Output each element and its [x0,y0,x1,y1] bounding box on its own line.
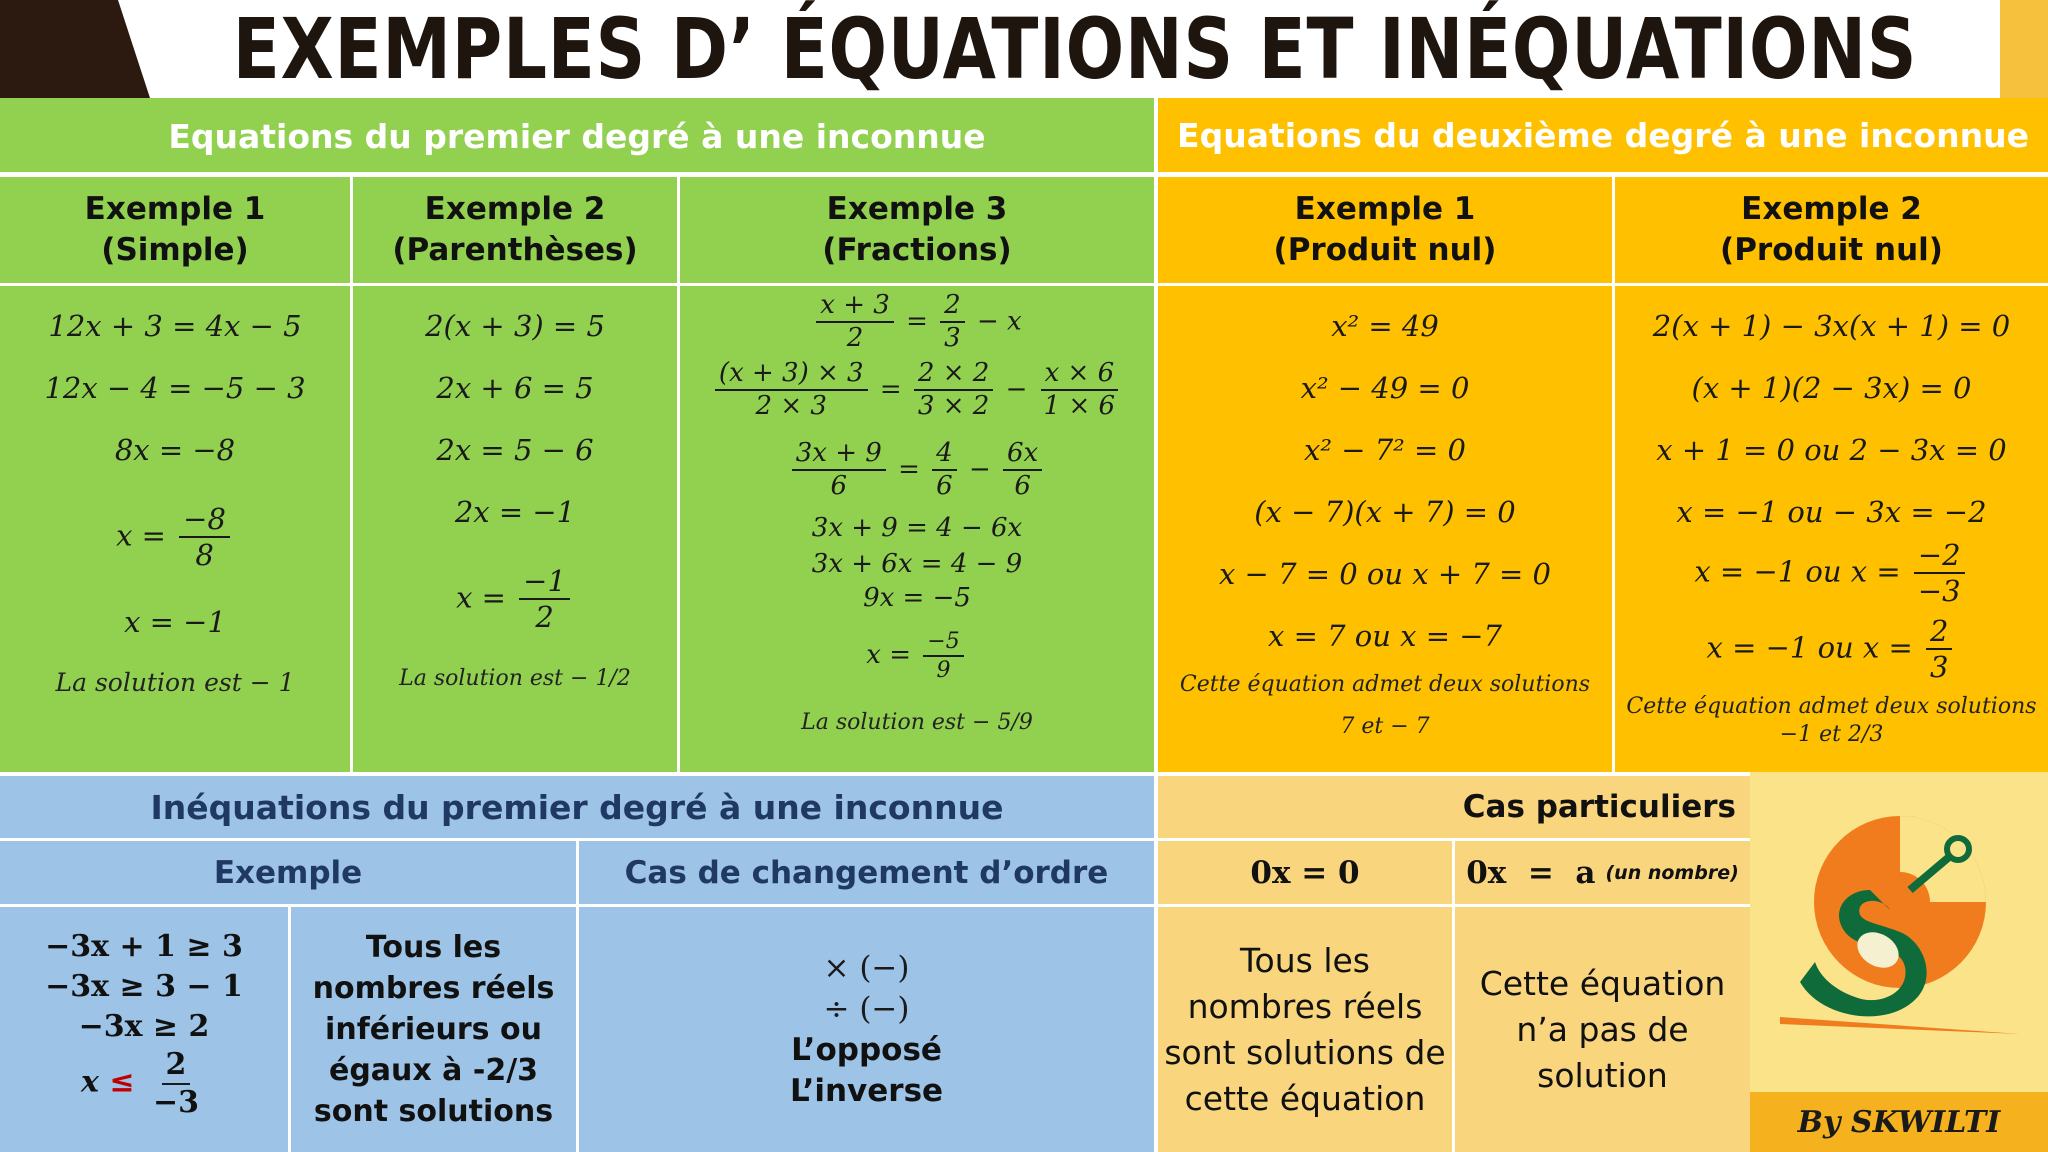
second-ex1-line-2: x² − 49 = 0 [1300,371,1470,405]
first-ex3-l1-n1: x + 3 [816,292,894,323]
first-ex2-note: La solution est − 1/2 [399,666,631,691]
special-c2-header-main: 0x = a [1466,854,1596,891]
second-ex1-note-1: Cette équation admet deux solutions [1179,672,1591,697]
ineq-solution-line-3: inférieurs ou [325,1012,542,1047]
ineq-header-text: Inéquations du premier degré à une inconnue [150,787,1004,827]
ineq-steps [0,907,288,1152]
first-ex3-l1-tail: − x [976,306,1022,337]
special-c2-header [1455,841,1750,904]
first-ex3-l3-n1: 3x + 9 [792,440,886,471]
title-left-decoration [0,0,150,98]
second-ex2-note-1: Cette équation admet deux solutions [1626,694,2037,719]
first-ex3-body [680,286,1154,772]
ineq-solution-line-1: Tous les [365,930,502,965]
second-ex2-frac1-prefix: x = −1 ou x = [1694,554,1901,589]
ineq-example-header-text: Exemple [213,854,363,891]
second-ex2-frac2-prefix: x = −1 ou x = [1706,630,1913,665]
first-ex3-line-4: 3x + 9 = 4 − 6x [811,513,1023,543]
first-ex3-subtitle: (Fractions) [822,232,1012,268]
ineq-line-3: −3x ≥ 2 [78,1009,210,1044]
second-ex1-line-4: (x − 7)(x + 7) = 0 [1254,495,1516,529]
first-ex3-l2-d2: 3 × 2 [917,391,990,422]
second-ex2-body [1615,286,2048,772]
ineq-last-den: −3 [152,1084,199,1120]
ineq-line-1: −3x + 1 ≥ 3 [45,929,243,964]
first-ex3-l2-d3: 1 × 6 [1043,391,1116,422]
first-ex1-body [0,286,350,772]
col-divider [1612,177,1615,772]
first-degree-header [0,98,1154,174]
second-ex2-fraction-line-2 [1615,616,2048,683]
first-ex2-fraction-line [353,566,677,633]
credit-bar [1750,1092,2048,1152]
first-ex3-l3-d3: 6 [1014,471,1031,502]
first-ex2-line-2: 2x + 6 = 5 [436,371,594,405]
second-ex2-line-2: (x + 1)(2 − 3x) = 0 [1691,371,1972,405]
first-ex3-frac-num: −5 [923,630,963,657]
first-ex3-l3-n2: 4 [932,440,957,471]
first-ex1-note: La solution est − 1 [55,668,295,697]
first-ex2-body [353,286,677,772]
first-ex1-fraction [179,504,230,571]
first-ex3-l2-n3: x × 6 [1041,360,1119,391]
special-c1-line-2: nombres réels [1187,986,1423,1026]
ineq-order-line-2: ÷ (−) [823,990,910,1027]
credit-text: By SKWILTI [1797,1104,2001,1140]
first-ex2-header [353,177,677,283]
special-c2-line-2: n’a pas de [1516,1009,1689,1049]
first-ex1-result: x = −1 [124,605,226,639]
first-ex3-l3-d2: 6 [936,471,953,502]
first-ex1-frac-prefix: x = [116,518,166,553]
first-ex2-line-4: 2x = −1 [454,495,576,529]
first-ex3-l3-n3: 6x [1003,440,1042,471]
first-degree-header-text: Equations du premier degré à une inconnue [168,116,986,156]
first-ex2-subtitle: (Parenthèses) [392,232,638,268]
second-ex2-note-2: −1 et 2/3 [1779,722,1884,747]
special-c2-line-1: Cette équation [1479,963,1726,1003]
second-ex2-fraction-2 [1926,616,1952,683]
first-ex3-l3-d1: 6 [830,471,848,502]
ineq-order-bold-2: L’inverse [789,1072,944,1109]
special-c1-header-text: 0x = 0 [1250,854,1360,891]
second-ex1-header [1158,177,1612,283]
second-ex2-line-1: 2(x + 1) − 3x(x + 1) = 0 [1652,309,2011,343]
first-ex3-line-1 [680,292,1154,353]
ineq-header [0,776,1154,838]
special-header [1158,776,1750,838]
first-ex3-frac-den: 9 [936,658,951,684]
special-c1-line-3: sont solutions de [1164,1032,1446,1072]
ineq-last-sign: ≤ [109,1064,135,1100]
second-ex1-line-5: x − 7 = 0 ou x + 7 = 0 [1218,557,1552,591]
first-ex3-l2-n1: (x + 3) × 3 [715,360,868,391]
first-ex3-l2-d1: 2 × 3 [755,391,827,422]
special-c1-body [1158,907,1452,1152]
ineq-last-fraction [149,1049,203,1118]
special-c1-header [1158,841,1452,904]
ineq-order-body [579,907,1154,1152]
second-ex1-line-6: x = 7 ou x = −7 [1268,619,1502,653]
ineq-order-header [579,841,1154,904]
first-ex2-frac-num: −1 [519,566,570,600]
ineq-order-bold-1: L’opposé [791,1031,942,1068]
second-ex1-subtitle: (Produit nul) [1273,232,1497,268]
first-ex3-title: Exemple 3 [826,191,1008,227]
second-ex1-body [1158,286,1612,772]
second-ex1-note-2: 7 et − 7 [1340,714,1430,739]
second-ex2-fraction-1 [1914,540,1965,607]
second-ex2-frac1-num: −2 [1914,540,1965,574]
ineq-example-header [0,841,576,904]
first-ex3-frac-prefix: x = [866,640,911,671]
second-ex2-line-4: x = −1 ou − 3x = −2 [1676,495,1987,529]
first-ex1-frac-num: −8 [179,504,230,538]
first-ex3-line-2 [680,360,1154,421]
ineq-solution-line-4: égaux à -2/3 [328,1053,539,1088]
title-right-decoration [2000,0,2048,98]
first-ex2-frac-prefix: x = [456,580,506,615]
first-ex3-l3-minus: − [968,454,991,485]
second-ex1-line-1: x² = 49 [1331,309,1439,343]
logo-needle-tip [1947,838,1969,860]
first-ex1-frac-den: 8 [195,538,214,573]
first-ex1-subtitle: (Simple) [101,232,249,268]
first-ex1-line-2: 12x − 4 = −5 − 3 [44,371,306,405]
second-ex2-subtitle: (Produit nul) [1720,232,1943,268]
second-ex2-header [1615,177,2048,283]
first-ex3-fraction-line [680,630,1154,682]
ineq-last-prefix: x [81,1064,99,1100]
special-c1-line-1: Tous les [1239,940,1370,980]
first-ex3-l3-eq: = [898,454,920,485]
first-ex3-l1-n2: 2 [940,292,965,323]
first-ex2-title: Exemple 2 [424,191,606,227]
ineq-line-2: −3x ≥ 3 − 1 [45,969,243,1004]
first-ex1-line-3: 8x = −8 [114,433,236,467]
first-ex1-fraction-line [0,504,350,571]
ineq-line-4 [0,1049,288,1118]
second-ex2-frac1-den: −3 [1917,574,1961,609]
second-ex2-title: Exemple 2 [1741,191,1922,227]
ineq-solution [291,907,576,1152]
title-bar [0,0,2048,98]
page-title: EXEMPLES D’ ÉQUATIONS ET INÉQUATIONS [232,0,1918,98]
logo-panel [1750,772,2048,1092]
first-ex3-note: La solution est − 5/9 [801,710,1033,735]
second-degree-header [1158,98,2048,172]
first-ex3-l2-eq: = [879,374,902,405]
ineq-last-num: 2 [162,1049,191,1085]
ineq-order-line-1: × (−) [823,949,910,986]
second-ex1-line-3: x² − 7² = 0 [1304,433,1466,467]
second-ex2-fraction-line-1 [1615,540,2048,607]
first-ex2-line-3: 2x = 5 − 6 [436,433,594,467]
first-ex2-fraction [519,566,570,633]
special-c2-line-3: solution [1537,1055,1668,1095]
first-ex1-header [0,177,350,283]
col-divider [677,177,680,772]
special-c2-body [1455,907,1750,1152]
special-header-text: Cas particuliers [1462,788,1736,825]
second-ex1-title: Exemple 1 [1294,191,1476,227]
special-c2-header-small: (un nombre) [1605,861,1739,884]
skwilti-logo-icon [1750,772,2048,1092]
ineq-solution-line-2: nombres réels [312,971,555,1006]
first-ex3-l1-d1: 2 [846,323,864,354]
logo-swoosh [1780,1017,2020,1034]
first-ex3-line-3 [680,440,1154,501]
first-ex1-line-1: 12x + 3 = 4x − 5 [48,309,302,343]
first-ex1-title: Exemple 1 [84,191,266,227]
first-ex3-l2-n2: 2 × 2 [914,360,993,391]
first-ex2-frac-den: 2 [535,600,554,635]
ineq-order-header-text: Cas de changement d’ordre [624,854,1109,891]
first-ex3-l2-minus: − [1005,374,1028,405]
first-ex2-line-1: 2(x + 3) = 5 [425,309,605,343]
first-ex3-line-6: 9x = −5 [863,583,971,613]
second-ex2-line-3: x + 1 = 0 ou 2 − 3x = 0 [1656,433,2007,467]
second-degree-header-text: Equations du deuxième degré à une inconnue [1177,115,2029,155]
ineq-solution-line-5: sont solutions [313,1094,554,1129]
first-ex3-line-5: 3x + 6x = 4 − 9 [811,549,1023,579]
first-ex3-fraction [923,630,963,682]
special-c1-line-4: cette équation [1184,1078,1426,1118]
first-ex3-header [680,177,1154,283]
first-ex3-l1-d2: 3 [944,323,961,354]
second-ex2-frac2-num: 2 [1926,616,1952,650]
second-ex2-frac2-den: 3 [1930,650,1949,685]
first-ex3-l1-eq: = [906,306,928,337]
col-divider [350,177,353,772]
